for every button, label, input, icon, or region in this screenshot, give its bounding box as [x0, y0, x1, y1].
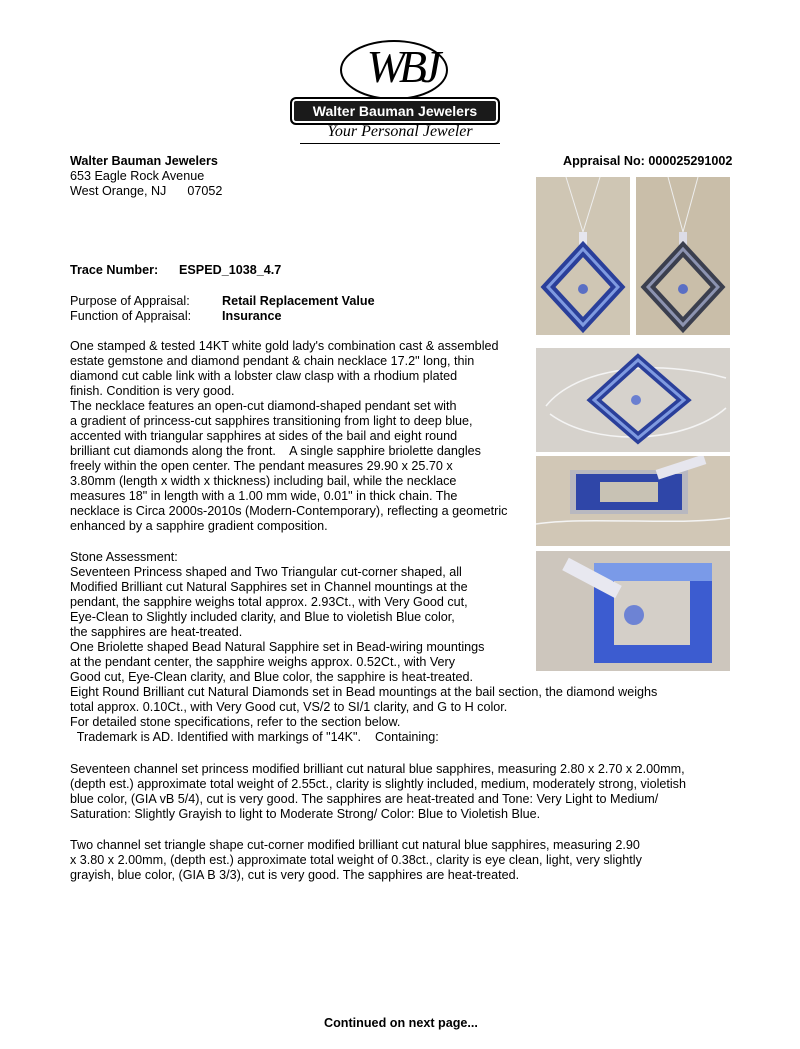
stone-detail-line: blue color, (GIA vB 5/4), cut is very good. The sapphires are heat-treated and Tone: Very Light to Medium/	[70, 792, 659, 806]
pendant-photo-closeup	[536, 551, 730, 671]
description-line: diamond cut cable link with a lobster claw clasp with a rhodium plated	[70, 369, 458, 383]
stone-assessment-heading: Stone Assessment:	[70, 550, 178, 564]
stone-assessment-line: the sapphires are heat-treated.	[70, 625, 243, 639]
description-line: One stamped & tested 14KT white gold lady's combination cast & assembled	[70, 339, 499, 353]
stone-assessment-line: Eight Round Brilliant cut Natural Diamonds set in Bead mountings at the bail section, the diamond weighs	[70, 685, 658, 699]
description-line: enhanced by a sapphire gradient composition.	[70, 519, 328, 533]
description-line: finish. Condition is very good.	[70, 384, 235, 398]
stone-detail-line: Two channel set triangle shape cut-corner modified brilliant cut natural blue sapphires, measuring 2.90	[70, 838, 640, 852]
stone-detail-line: grayish, blue color, (GIA B 3/3), cut is very good. The sapphires are heat-treated.	[70, 868, 520, 882]
business-name: Walter Bauman Jewelers	[70, 154, 218, 168]
stone-assessment-line: Good cut, Eye-Clean clarity, and Blue color, the sapphire is heat-treated.	[70, 670, 473, 684]
stone-assessment-line: pendant, the sapphire weighs total approx. 2.93Ct., with Very Good cut,	[70, 595, 468, 609]
description-line: accented with triangular sapphires at sides of the bail and eight round	[70, 429, 458, 443]
stone-detail-line: x 3.80 x 2.00mm, (depth est.) approximate total weight of 0.38ct., clarity is eye clean, light, very slightly	[70, 853, 642, 867]
pendant-photo-front	[536, 177, 630, 335]
description-line: brilliant cut diamonds along the front. A single sapphire briolette dangles	[70, 444, 481, 458]
pendant-photo-back	[636, 177, 730, 335]
stone-assessment-line: Trademark is AD. Identified with markings of "14K". Containing:	[70, 730, 439, 744]
description-line: 3.80mm (length x width x thickness) including bail, while the necklace	[70, 474, 457, 488]
continued-footer: Continued on next page...	[324, 1016, 478, 1030]
purpose-value: Retail Replacement Value	[222, 294, 375, 308]
logo-tagline: Your Personal Jeweler	[327, 123, 473, 140]
description-line: necklace is Circa 2000s-2010s (Modern-Contemporary), reflecting a geometric	[70, 504, 508, 518]
description-line: The necklace features an open-cut diamond-shaped pendant set with	[70, 399, 457, 413]
stone-assessment-line: For detailed stone specifications, refer to the section below.	[70, 715, 401, 729]
description-line: measures 18" in length with a 1.00 mm wide, 0.01" in thick chain. The	[70, 489, 458, 503]
function-value: Insurance	[222, 309, 282, 323]
logo-monogram: WBJ	[366, 41, 436, 92]
stone-assessment-line: Seventeen Princess shaped and Two Triangular cut-corner shaped, all	[70, 565, 462, 579]
stone-assessment-line: at the pendant center, the sapphire weighs approx. 0.52Ct., with Very	[70, 655, 456, 669]
pendant-photo-side	[536, 456, 730, 546]
trace-value: ESPED_1038_4.7	[179, 263, 282, 277]
stone-detail-line: Saturation: Slightly Grayish to light to Moderate Strong/ Color: Blue to Violetish Blue.	[70, 807, 541, 821]
description-line: a gradient of princess-cut sapphires transitioning from light to deep blue,	[70, 414, 473, 428]
stone-assessment-line: Eye-Clean to Slightly included clarity, and Blue to violetish Blue color,	[70, 610, 455, 624]
purpose-label: Purpose of Appraisal:	[70, 294, 190, 308]
function-label: Function of Appraisal:	[70, 309, 192, 323]
description-line: freely within the open center. The pendant measures 29.90 x 25.70 x	[70, 459, 453, 473]
stone-assessment-line: One Briolette shaped Bead Natural Sapphire set in Bead-wiring mountings	[70, 640, 485, 654]
tagline-underline	[300, 143, 500, 144]
stone-assessment-line: total approx. 0.10Ct., with Very Good cut, VS/2 to SI/1 clarity, and G to H color.	[70, 700, 508, 714]
logo-banner: Walter Bauman Jewelers	[290, 97, 500, 125]
trace-label: Trace Number:	[70, 263, 159, 277]
business-city: West Orange, NJ 07052	[70, 184, 223, 198]
stone-detail-line: Seventeen channel set princess modified brilliant cut natural blue sapphires, measuring 2.80 x 2.70 x 2.00mm,	[70, 762, 685, 776]
appraisal-number: Appraisal No: 000025291002	[563, 154, 733, 168]
stone-detail-line: (depth est.) approximate total weight of 2.55ct., clarity is slightly included, medium, moderately strong, violetish	[70, 777, 686, 791]
business-street: 653 Eagle Rock Avenue	[70, 169, 205, 183]
necklace-photo-full	[536, 348, 730, 452]
stone-assessment-line: Modified Brilliant cut Natural Sapphires set in Channel mountings at the	[70, 580, 468, 594]
description-line: estate gemstone and diamond pendant & chain necklace 17.2" long, thin	[70, 354, 475, 368]
